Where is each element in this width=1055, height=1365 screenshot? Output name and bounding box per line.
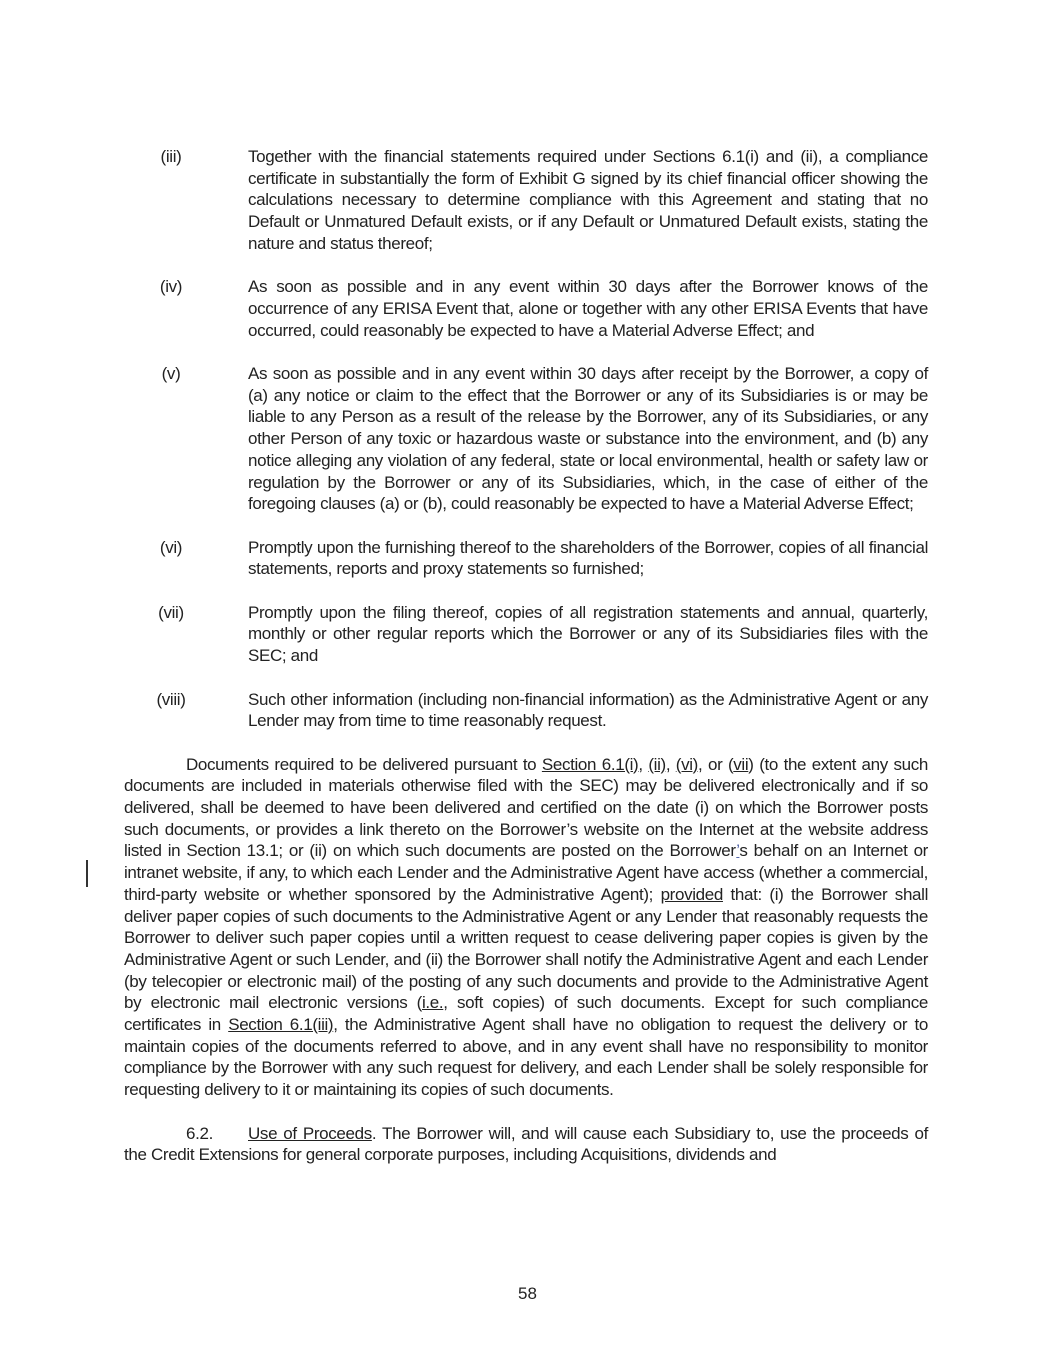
paragraph-text: , soft copies) of such documents. Except for such compliance certificates in — [124, 993, 928, 1035]
paragraph-text: ) (to the extent any such documents are included in materials otherwise filed with the SEC) may be delivered electronically and if so delivered, shall be deemed to have been delivered and certified on the date (i) on which the Borrower posts such documents, or provides a link thereto on the Borrower’s website on the Internet at the website address listed in Section 13.1; or (ii) on which such documents are posted on the Borrower — [124, 754, 928, 861]
paragraph-text: that: (i) the Borrower shall deliver paper copies of such documents to the Administrative Agent or any Lender that reasonably requests the Borrower to deliver such paper copies until a written request to cease delivering paper copies is given by the Administrative Agent or such Lender, and (ii) the Borrower shall notify the Administrative Agent and each Lender (by telecopier or electronic mail) of the posting of any such documents and provide to the Administrative Agent by electronic mail electronic versions ( — [124, 884, 929, 1013]
paragraph-text: s behalf on an Internet or intranet website, if any, to which each Lender and the Administrative Agent have access (whether a commercial, third-party website or whether sponsored by the Administrative Agent); — [124, 841, 928, 904]
list-item-vi — [124, 537, 928, 580]
item-label: (iii) — [160, 147, 182, 166]
section-6-2-paragraph — [124, 1123, 928, 1166]
page-number: 58 — [518, 1284, 537, 1303]
paragraph-text: , — [665, 754, 676, 774]
provided-term: provided — [660, 884, 723, 904]
item-label: (iv) — [159, 277, 183, 297]
item-text: Promptly upon the filing thereof, copies of all registration statements and annual, quarterly, monthly or other regular reports which the Borrower or any of its Subsidiaries files with the SEC; and — [248, 602, 928, 666]
revision-marked-apostrophe: ’ — [736, 841, 740, 861]
revision-change-bar — [86, 860, 88, 887]
section-reference: vii — [733, 754, 749, 774]
item-text: As soon as possible and in any event within 30 days after the Borrower knows of the occurrence of any ERISA Event that, alone or together with any other ERISA Events that have occurred, could reasonably be expected to have a Material Adverse Effect; and — [248, 277, 928, 340]
item-label: (vii) — [158, 602, 184, 622]
item-label: (viii) — [156, 689, 186, 709]
section-reference: Section 6.1(i), — [541, 754, 643, 774]
paragraph-text: , the Administrative Agent shall have no obligation to request the delivery or to maintain copies of the documents referred to above, and in any event shall have no responsibility to monitor compliance by the Borrower with any such request for delivery, and each Lender shall be solely responsible for requesting delivery to it or maintaining its copies of such documents. — [124, 1015, 928, 1100]
list-item-viii — [124, 689, 928, 732]
item-text: Together with the financial statements required under Sections 6.1(i) and (ii), a compliance certificate in substantially the form of Exhibit G signed by its chief financial officer showing the calculations necessary to determine compliance with this Agreement and stating that no Default or Unmatured Default exists, or if any Default or Unmatured Default exists, stating the nature and status thereof; — [248, 147, 928, 253]
list-item-iv — [124, 276, 928, 341]
section-number: 6.2. — [186, 1123, 213, 1143]
item-label: (v) — [161, 364, 181, 383]
section-text: . The Borrower will, and will cause each Subsidiary to, use the proceeds of the Credit Extensions for general corporate purposes, including Acquisitions, dividends and — [124, 1123, 928, 1165]
item-text: As soon as possible and in any event within 30 days after receipt by the Borrower, a copy of (a) any notice or claim to the effect that the Borrower or any of its Subsidiaries is or may be liable to any Person as a result of the release by the Borrower, any of its Subsidiaries, or any other Person of any toxic or hazardous waste or substance into the environment, and (b) any notice alleging any violation of any federal, state or local environmental, health or safety law or regulation by the Borrower or any of its Subsidiaries, which, in the case of either of the foregoing clauses (a) or (b), could reasonably be expected to have a Material Adverse Effect; — [248, 364, 928, 514]
item-text: Promptly upon the furnishing thereof to the shareholders of the Borrower, copies of all financial statements, reports and proxy statements so furnished; — [248, 537, 928, 579]
list-item-v — [124, 363, 928, 515]
section-reference: Section 6.1(iii) — [228, 1015, 334, 1035]
document-body — [124, 146, 928, 1166]
ie-abbreviation: i.e. — [422, 993, 444, 1013]
documents-delivery-paragraph — [124, 754, 928, 1101]
item-label: (vi) — [159, 537, 183, 557]
list-item-vii — [124, 602, 928, 667]
item-text: Such other information (including non-financial information) as the Administrative Agent or any Lender may from time to time reasonably request. — [248, 689, 928, 731]
list-item-iii — [124, 146, 928, 255]
paragraph-text: Documents required to be delivered pursuant to — [186, 754, 542, 774]
section-reference: (vi) — [675, 754, 698, 774]
section-title: Use of Proceeds — [248, 1123, 372, 1143]
section-reference: (ii) — [648, 754, 666, 774]
paragraph-text: , or ( — [698, 754, 734, 774]
